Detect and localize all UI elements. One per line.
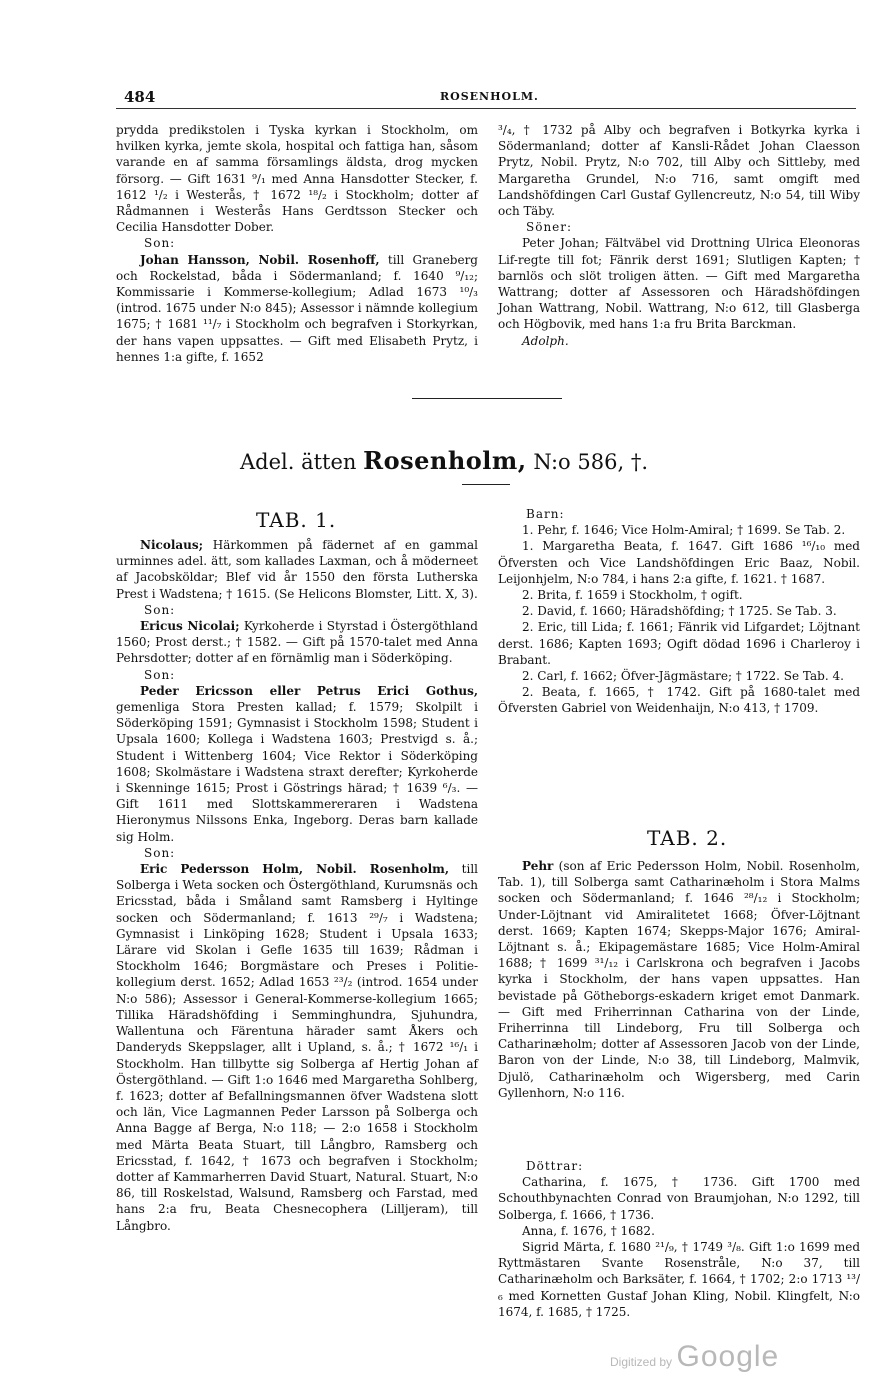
person-name: Johan Hansson, Nobil. Rosenhoff, [140,252,380,267]
list-item: Catharina, f. 1675, † 1736. Gift 1700 med Schouthbynachten Conrad von Braumjohan, N:o 1292, till Solberga, f. 1666, † 1736. [498,1175,860,1222]
heading-suffix: N:o 586, †. [533,450,648,474]
page-number: 484 [124,88,156,106]
paragraph [116,861,478,1234]
paragraph [116,252,478,365]
paragraph: prydda predikstolen i Tyska kyrkan i Stockholm, om hvilken kyrka, jemte skola, hospital och fattiga han, såsom varande en af samma församlings äldsta, drog mycken försorg. — Gift 1631 ⁹/₁ med Anna Hansdotter Stecker, f. 1612 ¹/₂ i Westerås, † 1672 ¹⁸/₂ i Stockholm; dotter af Rådmannen i Westerås Hans Gerdtsson Stecker och Cecilia Hansdotter Dober. [116,123,478,235]
list-item: 2. Carl, f. 1662; Öfver-Jägmästare; † 1722. Se Tab. 4. [522,669,844,684]
column-tab1 [116,537,478,1234]
running-title: ROSENHOLM. [440,90,539,103]
entry-text: till Solberga i Weta socken och Östergöthland, Kurumsnäs och Ericsstad, båda i Småland samt Ramsberg i Hyltinge socken och Södermanland; f. 1613 ²⁹/₇ i Wadstena; Gymnasist i Linköping 1628; Student i Upsala 1633; Lärare vid Skolan i Gefle 1635 till 1639; Rådman i Stockholm 1646; Borgmästare och Preses i Politie-kollegium derst. 1652; Adlad 1653 ²³/₂ (introd. 1654 under N:o 586); Assessor i General-Kommerse-kollegium 1665; Tillika Häradshöfding i Semminghundra, Sjuhundra, Wallentuna och Färentuna härader samt Åkers och Danderyds Skeppslager, allt i Upland, s. å.; † 1672 ¹⁶/₁ i Stockholm. Han tillbytte sig Solberga af Hertig Johan af Östergöthland. — Gift 1:o 1646 med Margaretha Sohlberg, f. 1623; dotter af Befallningsmannen öfver Wadstena slott och län, Vice Lagmannen Peder Larsson på Solberga och Anna Bagge af Berga, N:o 118; — 2:o 1658 i Stockholm med Märta Beata Stuart, till Långbro, Ramsberg och Ericsstad, f. 1642, † 1673 och begrafven i Stockholm; dotter af Kammarherren David Stuart, Natural. Stuart, N:o 86, till Roskelstad, Walsund, Ramsberg och Farstad, med hans 2:a fru, Beata Chesnecophera (Lilljeram), till Långbro. [116,862,479,1233]
section-heading [0,446,888,475]
tab1-title: TAB. 1. [256,508,337,532]
person-name: Nicolaus; [140,538,204,552]
list-item: Anna, f. 1676, † 1682. [522,1223,655,1238]
family-name: Rosenholm, [363,446,527,475]
section-divider [412,398,562,399]
paragraph [498,858,860,1101]
children-label: Barn: [526,507,565,521]
list-item: 2. David, f. 1660; Häradshöfding; † 1725. Se Tab. 3. [522,604,837,619]
paragraph [116,537,478,602]
column-daughters [498,1158,860,1320]
header-rule [116,108,856,109]
paragraph [116,683,478,845]
column-top-right [498,122,860,349]
entry-text: Härkommen på fädernet af en gammal urminnes adel. ätt, som kallades Laxman, och å möderneet af Jacobsköldar; Blef vid år 1550 den första Lutherska Prest i Wadstena; † 1615. (Se Helicons Blomster, Litt. X, 3). [116,538,478,601]
column-tab2 [498,858,860,1101]
daughters-label: Döttrar: [526,1159,584,1173]
heading-underline [462,484,510,485]
column-top-left [116,122,478,365]
digitized-watermark [610,1340,779,1374]
person-name: Eric Pedersson Holm, Nobil. Rosenholm, [140,862,450,877]
list-item: 2. Eric, till Lida; f. 1661; Fänrik vid Lifgardet; Löjtnant derst. 1686; Kapten 1693; Ogift dödad 1696 i Charleroy i Brabant. [498,620,860,667]
list-item: 2. Brita, f. 1659 i Stockholm, † ogift. [522,588,743,603]
heading-prefix: Adel. ätten [240,450,357,474]
list-item: 1. Pehr, f. 1646; Vice Holm-Amiral; † 1699. Se Tab. 2. [522,523,846,538]
google-logo: Google [676,1340,780,1373]
person-name: Pehr [522,859,554,873]
sons-label: Söner: [526,220,573,235]
son-label: Son: [144,667,176,682]
person-name: Ericus Nicolai; [140,619,240,634]
tab2-title: TAB. 2. [647,826,728,850]
entry-text: gemenliga Stora Presten kallad; f. 1579; Skolpilt i Söderköping 1591; Gymnasist i Stockholm 1598; Student i Upsala 1600; Kollega i Wadstena 1603; Prestvigd s. å.; Student i Wittenberg 1604; Vice Rektor i Söderköping 1608; Skolmästare i Wadstena straxt derefter; Kyrkoherde i Skenninge 1615; Prost i Göstrings härad; † 1639 ⁶/₃. — Gift 1611 med Slottskammereraren i Wadstena Hieronymus Nilssons Enka, Ingeborg. Deras barn kallade sig Holm. [116,700,478,844]
paragraph: Adolph. [522,333,569,348]
list-item: 2. Beata, f. 1665, † 1742. Gift på 1680-talet med Öfversten Gabriel von Weidenhaijn, N:o 413, † 1709. [498,685,860,716]
son-label: Son: [144,845,176,860]
entry-text: Kyrkoherde i Styrstad i Östergöthland 1560; Prost derst.; † 1582. — Gift på 1570-talet med Anna Pehrsdotter; dotter af en förnämlig man i Söderköping. [116,619,478,666]
paragraph: Peter Johan; Fältväbel vid Drottning Ulrica Eleonoras Lif-regte till fot; Fänrik derst 1691; Slutligen Kapten; † barnlös och slöt troligen ätten. — Gift med Margaretha Wattrang; dotter af Assessoren och Häradshöfdingen Johan Wattrang, Nobil. Wattrang, N:o 612, till Glasberga och Högbovik, med hans 1:a fru Brita Barckman. [498,236,860,332]
son-label: Son: [144,236,176,251]
person-name: Peder Ericsson eller Petrus Erici Gothus, [140,683,478,698]
list-item: 1. Margaretha Beata, f. 1647. Gift 1686 ¹⁶/₁₀ med Öfversten och Vice Landshöfdingen Eric Baaz, Nobil. Leijonhjelm, N:o 784, i hans 2:a gifte, f. 1621. † 1687. [498,539,860,586]
paragraph [116,618,478,667]
entry-text: (son af Eric Pedersson Holm, Nobil. Rosenholm, Tab. 1), till Solberga samt Catharinæholm i Stora Malms socken och Södermanland; f. 1646 ²⁸/₁₂ i Stockholm; Under-Löjtnant vid Amiralitetet 1668; Öfver-Löjtnant derst. 1669; Kapten 1674; Skepps-Major 1676; Amiral-Löjtnant s. å.; Ekipagemästare 1685; Vice Holm-Amiral 1688; † 1699 ³¹/₁₂ i Carlskrona och begrafven i Jacobs kyrka i Stockholm, der hans vapen uppsattes. Han bevistade på Götheborgs-eskadern kriget emot Danmark. — Gift med Friherrinnan Catharina von der Linde, Friherrinna till Lindeborg, Fru till Solberga och Catharinæholm; dotter af Assessoren Jacob von der Linde, Baron von der Linde, N:o 38, till Lindeborg, Malmvik, Djulö, Catharinæholm och Wigersberg, med Carin Gyllenhorn, N:o 116. [498,859,860,1100]
son-label: Son: [144,602,176,617]
column-children [498,506,860,717]
paragraph: ³/₄, † 1732 på Alby och begrafven i Botkyrka kyrka i Södermanland; dotter af Kansli-Rådet Johan Claesson Prytz, Nobil. Prytz, N:o 702, till Alby och Sittleby, med Margaretha Grundel, N:o 716, samt omgift med Landshöfdingen Carl Gustaf Gyllencreutz, N:o 54, till Wiby och Täby. [498,123,860,219]
list-item: Sigrid Märta, f. 1680 ²¹/₉, † 1749 ³/₈. Gift 1:o 1699 med Ryttmästaren Svante Rosenstråle, N:o 37, till Catharinæholm och Barksäter, f. 1664, † 1702; 2:o 1713 ¹³/₆ med Kornetten Gustaf Johan Kling, Nobil. Klingfelt, N:o 1674, f. 1685, † 1725. [498,1240,860,1319]
entry-text: till Graneberg och Rockelstad, båda i Södermanland; f. 1640 ⁹/₁₂; Kommissarie i Kommerse-kollegium; Adlad 1673 ¹⁰/₃ (introd. 1675 under N:o 845); Assessor i nämnde kollegium 1675; † 1681 ¹¹/₇ i Stockholm och begrafven i Storkyrkan, der hans vapen uppsattes. — Gift med Elisabeth Prytz, i hennes 1:a gifte, f. 1652 [116,252,478,364]
digitized-text: Digitized by [610,1355,673,1369]
